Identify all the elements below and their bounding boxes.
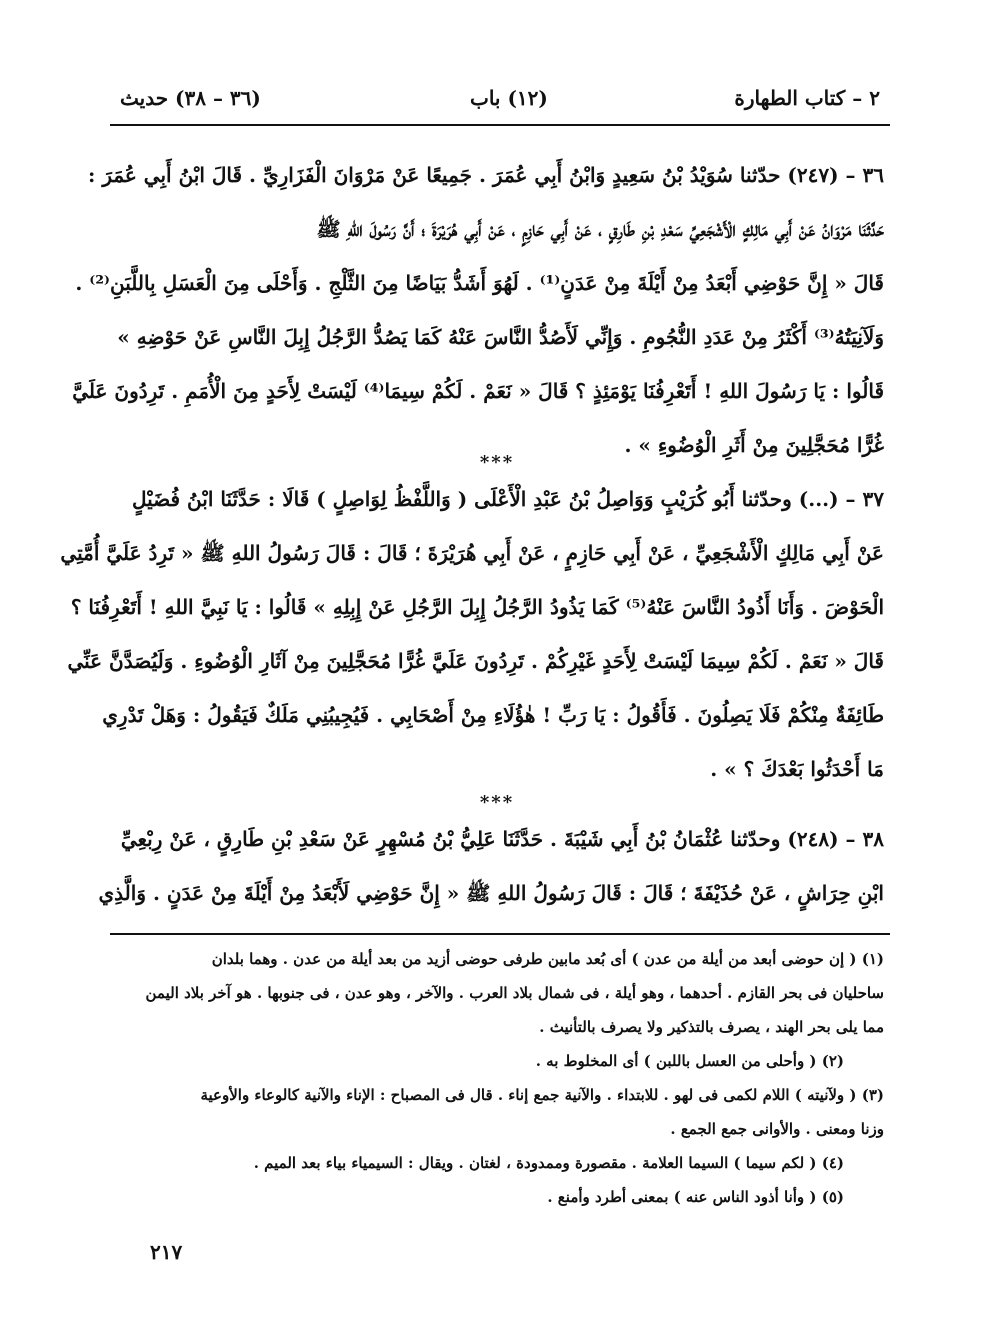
text-line: ٣٦ – (٢٤٧) حدّثنا سُوَيْدُ بْنُ سَعِيدٍ وَابْنُ أَبِي عُمَرَ . جَمِيعًا عَنْ مَرْوَانَ الْفَزَارِيِّ . قَالَ ابْنُ أَبِي عُمَرَ : [87, 163, 884, 187]
page-header [120, 86, 880, 122]
footnote-divider [110, 933, 890, 935]
text-line: وَلَآنِيَتُهُ⁽³⁾ أَكْثَرُ مِنْ عَدَدِ النُّجُومِ . وَإِنِّي لَأَصُدُّ النَّاسَ عَنْهُ كَمَا يَصُدُّ الرَّجُلُ إِبِلَ النَّاسِ عَنْ حَوْضِهِ » [117, 325, 884, 349]
page-number: ٢١٧ [150, 1240, 183, 1264]
footnote-line: وزنا ومعنى . والأوانى جمع الجمع . [670, 1120, 884, 1138]
footnote-line: (٢) ( وأحلى من العسل باللبن ) أى المخلوط به . [535, 1052, 844, 1070]
text-line: ٣٧ – (...) وحدّثنا أَبُو كُرَيْبٍ وَوَاصِلُ بْنُ عَبْدِ الْأَعْلَى ( وَاللَّفْظُ لِوَاصِلٍ ) قَالَا : حَدَّثَنَا ابْنُ فُضَيْلٍ [131, 487, 884, 511]
text-line: قَالَ « إِنَّ حَوْضِي أَبْعَدُ مِنْ أَيْلَةَ مِنْ عَدَنٍ⁽¹⁾ . لَهُوَ أَشَدُّ بَيَاضًا مِنَ الثَّلْجِ . وَأَحْلَى مِنَ الْعَسَلِ بِاللَّبَنِ⁽²⁾ . [75, 271, 884, 295]
footnote-line: (١) ( إن حوضى أبعد من أيلة من عدن ) أى بُعد مابين طرفى حوضى أزيد من بعد أيلة من عدن . وهما بلدان [211, 950, 884, 968]
text-line: حَدَّثَنَا مَرْوَانُ عَنْ أَبِي مَالِكٍ الْأَشْجَعِيِّ سَعْدِ بْنِ طَارِقٍ ، عَنْ أَبِي حَازِمٍ ، عَنْ أَبِي هُرَيْرَةَ ؛ أَنَّ رَسُولَ اللهِ ﷺ [316, 217, 884, 241]
text-line: طَائِفَةٌ مِنْكُمْ فَلَا يَصِلُونَ . فَأَقُولُ : يَا رَبِّ ! هٰؤُلَاءِ مِنْ أَصْحَابِي . فَيُجِيبُنِي مَلَكٌ فَيَقُولُ : وَهَلْ تَدْرِي [102, 703, 884, 727]
text-line: مَا أَحْدَثُوا بَعْدَكَ ؟ » . [710, 757, 884, 781]
header-book-title: ٢ – كتاب الطهارة [734, 86, 880, 110]
footnotes [104, 942, 884, 1214]
section-separator: *** [479, 452, 515, 473]
footnote-line: ساحليان فى بحر القازم . أحدهما ، وهو أيلة ، فى شمال بلاد العرب . والآخر ، وهو عدن ، فى جنوبها . هو آخر بلاد اليمن [145, 984, 884, 1002]
header-chapter: (١٢) باب [470, 86, 548, 110]
header-divider [110, 124, 890, 126]
hadith-37 [60, 472, 884, 796]
footnote-line: (٤) ( لكم سيما ) السيما العلامة . مقصورة وممدودة ، لغتان . ويقال : السيمياء بياء بعد الميم . [253, 1154, 844, 1172]
hadith-36 [72, 148, 884, 472]
text-line: قَالَ « نَعَمْ . لَكُمْ سِيمَا لَيْسَتْ لِأَحَدٍ غَيْرِكُمْ . تَرِدُونَ عَلَيَّ غُرًّا مُحَجَّلِينَ مِنْ آثَارِ الْوُضُوءِ . وَلَيُصَدَّنَّ عَنِّي [67, 649, 884, 673]
text-line: ٣٨ – (٢٤٨) وحدّثنا عُثْمَانُ بْنُ أَبِي شَيْبَةَ . حَدَّثَنَا عَلِيُّ بْنُ مُسْهِرٍ عَنْ سَعْدِ بْنِ طَارِقٍ ، عَنْ رِبْعِيِّ [120, 827, 884, 851]
text-line: عَنْ أَبِي مَالِكٍ الْأَشْجَعِيِّ ، عَنْ أَبِي حَازِمٍ ، عَنْ أَبِي هُرَيْرَةَ ؛ قَالَ : قَالَ رَسُولُ اللهِ ﷺ « تَرِدُ عَلَيَّ أُمَّتِي [60, 541, 884, 565]
text-line: الْحَوْضَ . وَأَنَا أَذُودُ النَّاسَ عَنْهُ⁽⁵⁾ كَمَا يَذُودُ الرَّجُلُ إِبِلَ الرَّجُلِ عَنْ إِبِلِهِ » قَالُوا : يَا نَبِيَّ اللهِ ! أَتَعْرِفُنَا ؟ [70, 595, 884, 619]
section-separator: *** [479, 792, 515, 813]
footnote-line: (٥) ( وأنا أذود الناس عنه ) بمعنى أطرد وأمنع . [547, 1188, 844, 1206]
footnote-line: مما يلى بحر الهند ، يصرف بالتذكير ولا يصرف بالتأنيث . [539, 1018, 884, 1036]
footnote-line: (٣) ( ولآنيته ) اللام لكمى فى لهو . للابتداء . والآنية جمع إناء . قال فى المصباح : الإناء والآنية كالوعاء والأوعية [200, 1086, 884, 1104]
hadith-38 [98, 812, 884, 920]
text-line: قَالُوا : يَا رَسُولَ اللهِ ! أَتَعْرِفُنَا يَوْمَئِذٍ ؟ قَالَ « نَعَمْ . لَكُمْ سِيمَا⁽⁴⁾ لَيْسَتْ لِأَحَدٍ مِنَ الْأُمَمِ . تَرِدُونَ عَلَيَّ [72, 379, 884, 403]
text-line: ابْنِ حِرَاشٍ ، عَنْ حُذَيْفَةَ ؛ قَالَ : قَالَ رَسُولُ اللهِ ﷺ « إِنَّ حَوْضِي لَأَبْعَدُ مِنْ أَيْلَةَ مِنْ عَدَنٍ . وَالَّذِي [98, 881, 884, 905]
text-line: غُرًّا مُحَجَّلِينَ مِنْ أَثَرِ الْوُضُوءِ » . [624, 433, 884, 457]
header-hadith-range: (٣٦ – ٣٨) حديث [120, 86, 261, 110]
